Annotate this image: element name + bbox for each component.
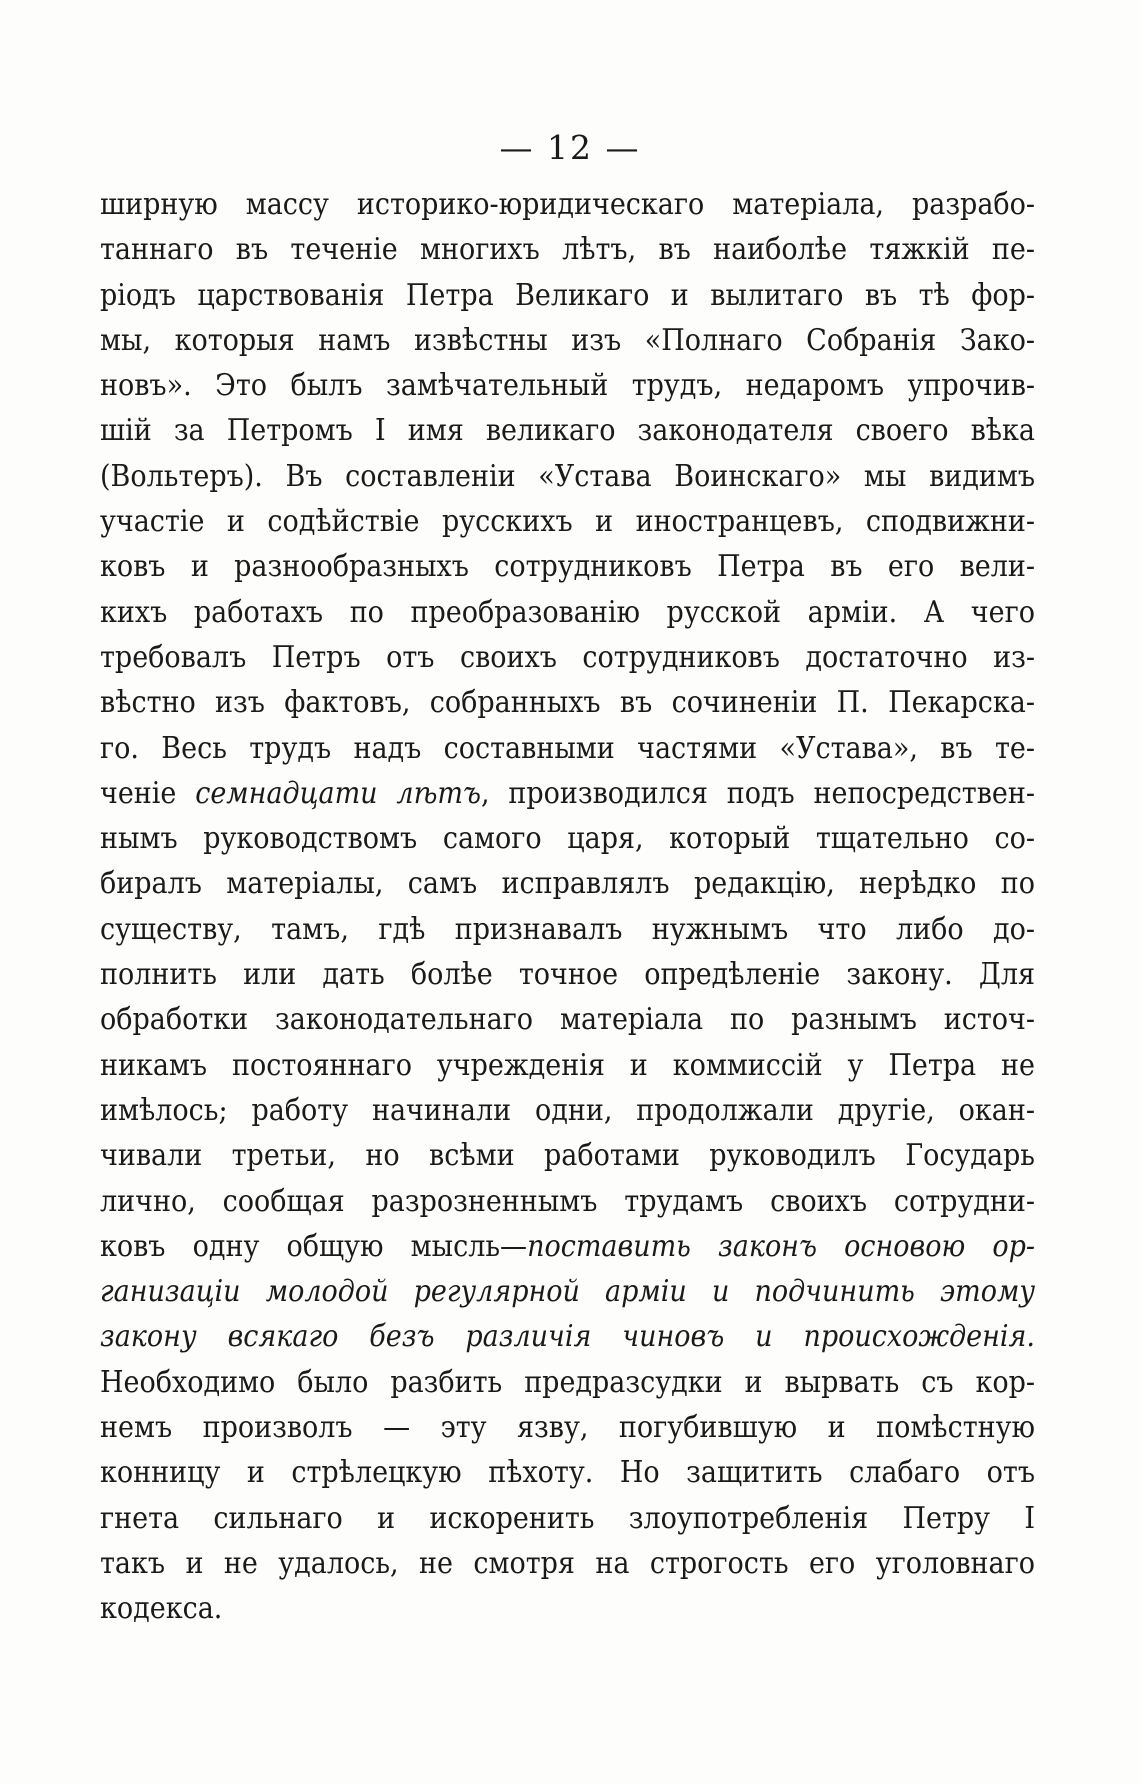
text-segment: участіе и содѣйствіе русскихъ и иностранцевъ, сподвижни- bbox=[100, 504, 1035, 540]
text-segment: имѣлось; работу начинали одни, продолжали другіе, окан- bbox=[100, 1092, 1035, 1128]
text-line bbox=[100, 680, 1035, 725]
text-line bbox=[100, 1405, 1035, 1450]
text-line bbox=[100, 1360, 1035, 1405]
text-segment: кодекса. bbox=[100, 1591, 223, 1627]
text-line bbox=[100, 363, 1035, 408]
text-line bbox=[100, 318, 1035, 363]
text-line bbox=[100, 635, 1035, 680]
text-segment: немъ произволъ — эту язву, погубившую и помѣстную bbox=[100, 1410, 1035, 1446]
text-segment: конницу и стрѣлецкую пѣхоту. Но защитить слабаго отъ bbox=[100, 1455, 1035, 1491]
text-line bbox=[100, 182, 1035, 227]
text-segment: обработки законодательнаго матеріала по разнымъ источ- bbox=[100, 1002, 1035, 1038]
text-segment: ширную массу историко-юридическаго матеріала, разрабо- bbox=[100, 187, 1035, 222]
text-line bbox=[100, 499, 1035, 544]
text-segment: ковъ одну общую мысль— bbox=[100, 1228, 528, 1264]
text-line bbox=[100, 1179, 1035, 1224]
text-line bbox=[100, 997, 1035, 1042]
text-segment: полнить или дать болѣе точное опредѣленіе закону. Для bbox=[100, 957, 1035, 993]
text-line bbox=[100, 273, 1035, 318]
text-segment: ріодъ царствованія Петра Великаго и вылитаго въ тѣ фор- bbox=[100, 277, 1035, 313]
text-segment: мы, которыя намъ извѣстны изъ «Полнаго Собранія Зако- bbox=[100, 322, 1035, 358]
text-segment: лично, сообщая разрозненнымъ трудамъ своихъ сотрудни- bbox=[100, 1183, 1035, 1219]
text-segment: , производился подъ непосредствен- bbox=[480, 775, 1035, 811]
text-line bbox=[100, 1450, 1035, 1495]
text-segment: такъ и не удалось, не смотря на строгость его уголовнаго bbox=[100, 1545, 1035, 1581]
text-segment: таннаго въ теченіе многихъ лѣтъ, въ наиболѣе тяжкій пе- bbox=[100, 232, 1035, 268]
text-line bbox=[100, 907, 1035, 952]
text-segment: (Вольтеръ). Въ составленіи «Устава Воинскаго» мы видимъ bbox=[100, 458, 1035, 494]
text-line bbox=[100, 861, 1035, 906]
text-segment: чивали третьи, но всѣми работами руководилъ Государь bbox=[100, 1138, 1035, 1174]
text-line bbox=[100, 227, 1035, 272]
text-line bbox=[100, 454, 1035, 499]
text-line bbox=[100, 1314, 1035, 1359]
text-segment: требовалъ Петръ отъ своихъ сотрудниковъ достаточно из- bbox=[100, 639, 1035, 675]
text-line bbox=[100, 1496, 1035, 1541]
text-segment: нымъ руководствомъ самого царя, который тщательно со- bbox=[100, 821, 1035, 857]
text-segment: биралъ матеріалы, самъ исправлялъ редакцію, нерѣдко по bbox=[100, 866, 1035, 902]
text-segment: шій за Петромъ I имя великаго законодателя своего вѣка bbox=[100, 413, 1035, 449]
text-segment: го. Весь трудъ надъ составными частями «Устава», въ те- bbox=[100, 730, 1035, 766]
text-line bbox=[100, 771, 1035, 816]
text-line bbox=[100, 1133, 1035, 1178]
text-segment: существу, тамъ, гдѣ признавалъ нужнымъ что либо до- bbox=[100, 911, 1035, 947]
body-text bbox=[100, 182, 1035, 1632]
text-line bbox=[100, 1541, 1035, 1586]
text-line bbox=[100, 1224, 1035, 1269]
text-segment: вѣстно изъ фактовъ, собранныхъ въ сочиненіи П. Пекарска- bbox=[100, 685, 1035, 721]
text-line bbox=[100, 544, 1035, 589]
text-line bbox=[100, 1586, 1035, 1631]
text-line bbox=[100, 590, 1035, 635]
italic-text: поставить законъ основою ор- bbox=[527, 1228, 1035, 1264]
text-line bbox=[100, 726, 1035, 771]
text-segment: новъ». Это былъ замѣчательный трудъ, недаромъ упрочив- bbox=[100, 368, 1035, 404]
text-line bbox=[100, 952, 1035, 997]
text-segment: гнета сильнаго и искоренить злоупотребленія Петру I bbox=[100, 1500, 1035, 1536]
text-segment: Необходимо было разбить предразсудки и вырвать съ кор- bbox=[100, 1364, 1035, 1400]
italic-text: ганизаціи молодой регулярной арміи и подчинить этому bbox=[100, 1274, 1035, 1310]
page-number: — 12 — bbox=[499, 128, 641, 167]
text-segment: кихъ работахъ по преобразованію русской арміи. А чего bbox=[100, 594, 1035, 630]
text-line bbox=[100, 1269, 1035, 1314]
text-line bbox=[100, 1043, 1035, 1088]
text-segment: ченіе bbox=[100, 775, 196, 811]
italic-text: закону всякаго безъ различія чиновъ и происхожденія. bbox=[100, 1319, 1035, 1355]
text-segment: никамъ постояннаго учрежденія и коммиссій у Петра не bbox=[100, 1047, 1035, 1083]
text-line bbox=[100, 1088, 1035, 1133]
text-segment: ковъ и разнообразныхъ сотрудниковъ Петра въ его вели- bbox=[100, 549, 1035, 585]
text-line bbox=[100, 408, 1035, 453]
text-line bbox=[100, 816, 1035, 861]
italic-text: семнадцати лѣтъ bbox=[195, 775, 481, 811]
